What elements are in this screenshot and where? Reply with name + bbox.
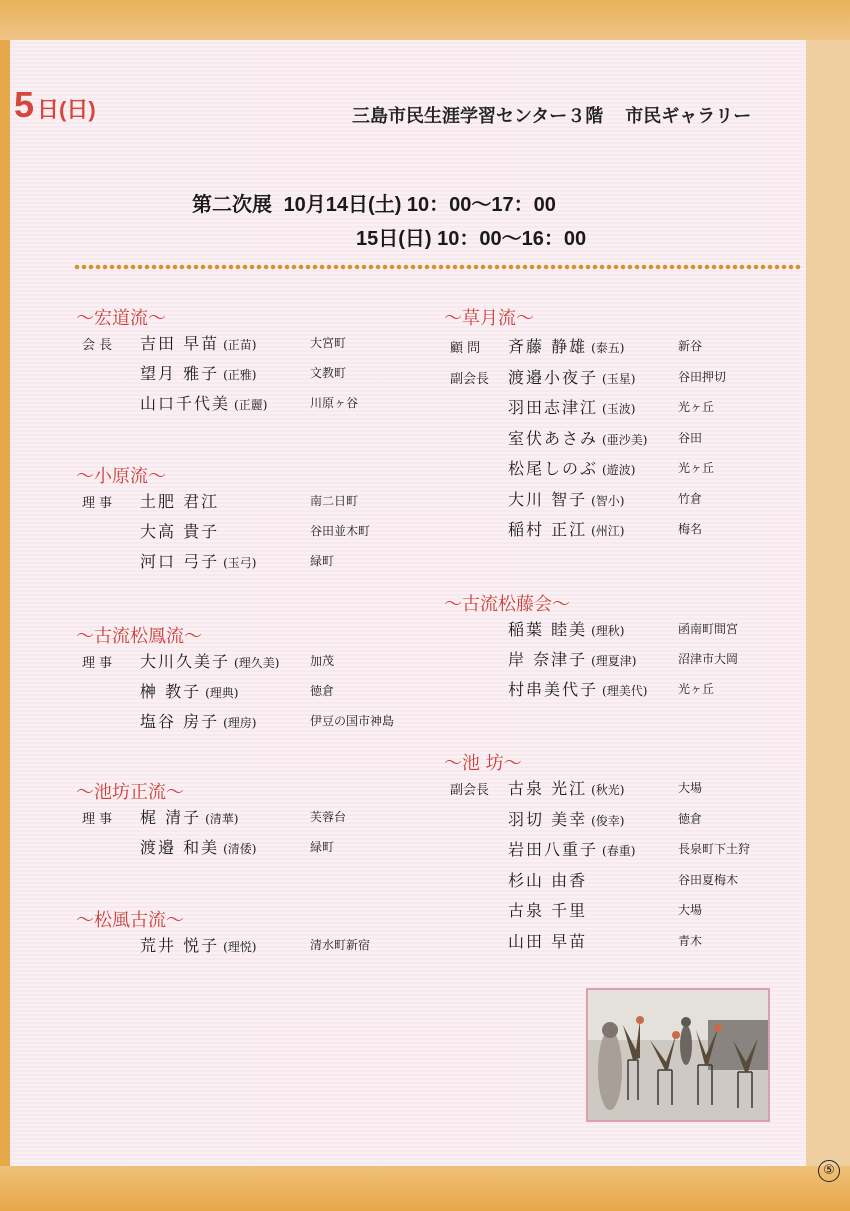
member-alias: (正苗) xyxy=(223,338,257,352)
member-name: 河口 弓子 (玉弓) xyxy=(140,552,257,571)
member-row xyxy=(82,835,422,859)
member-row xyxy=(450,456,790,480)
member-row xyxy=(82,805,422,829)
member-row xyxy=(82,709,422,733)
member-name: 渡邉 和美 (清倭) xyxy=(140,838,257,857)
member-row xyxy=(82,649,422,673)
member-role: 理 事 xyxy=(82,812,113,827)
venue-heading xyxy=(352,102,751,128)
member-place: 伊豆の国市神島 xyxy=(310,714,395,728)
member-alias: (遊波) xyxy=(602,463,636,477)
right-border xyxy=(806,40,850,1166)
member-row xyxy=(450,365,790,389)
member-place: 光ヶ丘 xyxy=(678,461,715,475)
member-name: 大高 貴子 xyxy=(140,522,220,541)
member-row xyxy=(82,679,422,703)
member-place: 清水町新宿 xyxy=(310,938,371,952)
school-title: ～松風古流～ xyxy=(76,910,184,931)
school-title: ～草月流～ xyxy=(444,308,534,329)
member-name: 大川 智子 (智小) xyxy=(508,489,625,509)
member-alias: (秋光) xyxy=(591,783,625,797)
day-suffix: 日(日) xyxy=(37,97,96,122)
member-place: 函南町間宮 xyxy=(678,622,739,636)
member-place: 沼津市大岡 xyxy=(678,652,739,666)
member-name: 土肥 君江 xyxy=(140,492,220,511)
member-row xyxy=(450,517,790,541)
member-row xyxy=(82,933,422,957)
member-place: 徳倉 xyxy=(678,811,703,826)
exhibition-photo xyxy=(586,988,770,1122)
member-name: 大川久美子 (理久美) xyxy=(140,652,280,671)
member-place: 南二日町 xyxy=(310,494,359,508)
school-title: ～小原流～ xyxy=(76,466,166,487)
member-alias: (理典) xyxy=(205,686,239,700)
schedule-line-2 xyxy=(356,222,586,251)
member-place: 光ヶ丘 xyxy=(678,400,715,414)
member-place: 梅名 xyxy=(678,522,703,536)
member-name: 山田 早苗 xyxy=(508,931,588,951)
venue-name: 三島市民生涯学習センター３階 xyxy=(352,106,604,126)
school-title: ～古流松鳳流～ xyxy=(76,626,202,647)
member-name: 吉田 早苗 (正苗) xyxy=(140,334,257,353)
member-alias: (理夏津) xyxy=(591,654,637,668)
member-role: 副会長 xyxy=(450,783,490,798)
member-row xyxy=(450,807,790,831)
member-place: 文教町 xyxy=(310,366,347,380)
member-place: 谷田 xyxy=(678,430,703,445)
member-name: 榊 教子 (理典) xyxy=(140,682,239,701)
member-place: 谷田夏梅木 xyxy=(678,872,739,887)
member-alias: (理悦) xyxy=(223,940,257,954)
member-alias: (清倭) xyxy=(223,842,257,856)
schedule-day1: 10月14日(土) 10：00～17：00 xyxy=(283,194,556,216)
member-row xyxy=(450,647,790,671)
member-alias: (州江) xyxy=(591,524,625,538)
member-row xyxy=(450,334,790,358)
member-place: 青木 xyxy=(678,933,703,948)
member-row xyxy=(450,929,790,953)
member-name: 岸 奈津子 (理夏津) xyxy=(508,650,637,669)
member-name: 稲葉 睦美 (理秋) xyxy=(508,620,625,639)
member-name: 望月 雅子 (正雅) xyxy=(140,364,257,383)
member-place: 大場 xyxy=(678,781,703,795)
member-name: 村串美代子 (理美代) xyxy=(508,680,648,699)
member-alias: (理久美) xyxy=(234,656,280,670)
member-role: 理 事 xyxy=(82,496,113,511)
member-name: 斉藤 静雄 (泰五) xyxy=(508,337,625,356)
member-row xyxy=(450,868,790,892)
school-title: ～古流松藤会～ xyxy=(444,594,570,615)
member-name: 渡邉小夜子 (玉星) xyxy=(508,367,636,387)
top-border xyxy=(0,0,850,40)
member-row xyxy=(82,549,422,573)
member-role: 顧 問 xyxy=(450,341,481,356)
member-name: 塩谷 房子 (理房) xyxy=(140,712,257,731)
member-name: 古泉 千里 xyxy=(508,901,588,920)
member-row xyxy=(450,395,790,419)
member-row xyxy=(450,487,790,511)
member-alias: (春重) xyxy=(602,844,636,858)
member-row xyxy=(82,361,422,385)
member-name: 稲村 正江 (州江) xyxy=(508,520,625,539)
member-place: 長泉町下土狩 xyxy=(678,842,751,856)
member-place: 竹倉 xyxy=(678,491,703,506)
day-number: 5 xyxy=(14,84,35,125)
school-title: ～池 坊～ xyxy=(444,753,522,774)
member-alias: (亜沙美) xyxy=(602,432,648,447)
member-place: 大場 xyxy=(678,903,703,917)
member-place: 谷田押切 xyxy=(678,369,727,384)
member-alias: (玉波) xyxy=(602,402,636,416)
member-alias: (理秋) xyxy=(591,624,625,638)
member-place: 川原ヶ谷 xyxy=(310,396,359,410)
school-title: ～宏道流～ xyxy=(76,308,166,329)
member-alias: (理房) xyxy=(223,716,257,730)
member-role: 理 事 xyxy=(82,656,113,671)
member-place: 谷田並木町 xyxy=(310,524,371,538)
schedule-day2: 15日(日) 10：00～16：00 xyxy=(356,228,587,250)
member-row xyxy=(450,776,790,800)
member-role: 副会長 xyxy=(450,371,490,387)
member-name: 山口千代美 (正麗) xyxy=(140,394,268,413)
member-name: 杉山 由香 xyxy=(508,870,588,890)
member-name: 古泉 光江 (秋光) xyxy=(508,779,625,798)
member-alias: (玉弓) xyxy=(223,556,257,570)
member-place: 芙蓉台 xyxy=(310,810,347,824)
member-role: 会 長 xyxy=(82,338,113,353)
page-number: ⑤ xyxy=(818,1160,840,1182)
member-alias: (清華) xyxy=(205,812,239,826)
exhibition-label: 第二次展 xyxy=(192,194,272,216)
school-title: ～池坊正流～ xyxy=(76,782,184,803)
member-place: 徳倉 xyxy=(310,684,335,698)
dotted-divider xyxy=(74,264,802,270)
day-heading xyxy=(14,84,96,126)
member-alias: (正雅) xyxy=(223,368,257,382)
member-row xyxy=(450,426,790,450)
member-row xyxy=(450,617,790,641)
member-name: 岩田八重子 (春重) xyxy=(508,840,636,859)
member-place: 新谷 xyxy=(678,339,703,353)
member-place: 光ヶ丘 xyxy=(678,682,715,696)
member-alias: (泰五) xyxy=(591,341,625,355)
member-name: 羽田志津江 (玉波) xyxy=(508,398,636,417)
member-name: 梶 清子 (清華) xyxy=(140,808,239,827)
member-name: 荒井 悦子 (理悦) xyxy=(140,936,257,955)
member-alias: (理美代) xyxy=(602,684,648,698)
member-row xyxy=(450,898,790,922)
member-place: 緑町 xyxy=(310,554,335,568)
member-row xyxy=(82,519,422,543)
member-row xyxy=(82,331,422,355)
member-name: 室伏あさみ (亜沙美) xyxy=(508,428,648,448)
member-name: 松尾しのぶ (遊波) xyxy=(508,459,636,478)
member-place: 加茂 xyxy=(310,654,335,668)
member-alias: (正麗) xyxy=(234,398,268,412)
member-row xyxy=(82,489,422,513)
member-alias: (俊幸) xyxy=(591,813,625,828)
venue-room: 市民ギャラリー xyxy=(625,106,752,126)
member-name: 羽切 美幸 (俊幸) xyxy=(508,809,625,829)
member-row xyxy=(82,391,422,415)
member-row xyxy=(450,837,790,861)
bottom-border xyxy=(0,1166,850,1211)
member-alias: (玉星) xyxy=(602,371,636,386)
member-place: 緑町 xyxy=(310,840,335,854)
member-row xyxy=(450,677,790,701)
member-place: 大宮町 xyxy=(310,336,347,350)
schedule-line-1 xyxy=(192,188,556,217)
member-alias: (智小) xyxy=(591,493,625,508)
exhibition-photo-illustration xyxy=(588,990,768,1120)
